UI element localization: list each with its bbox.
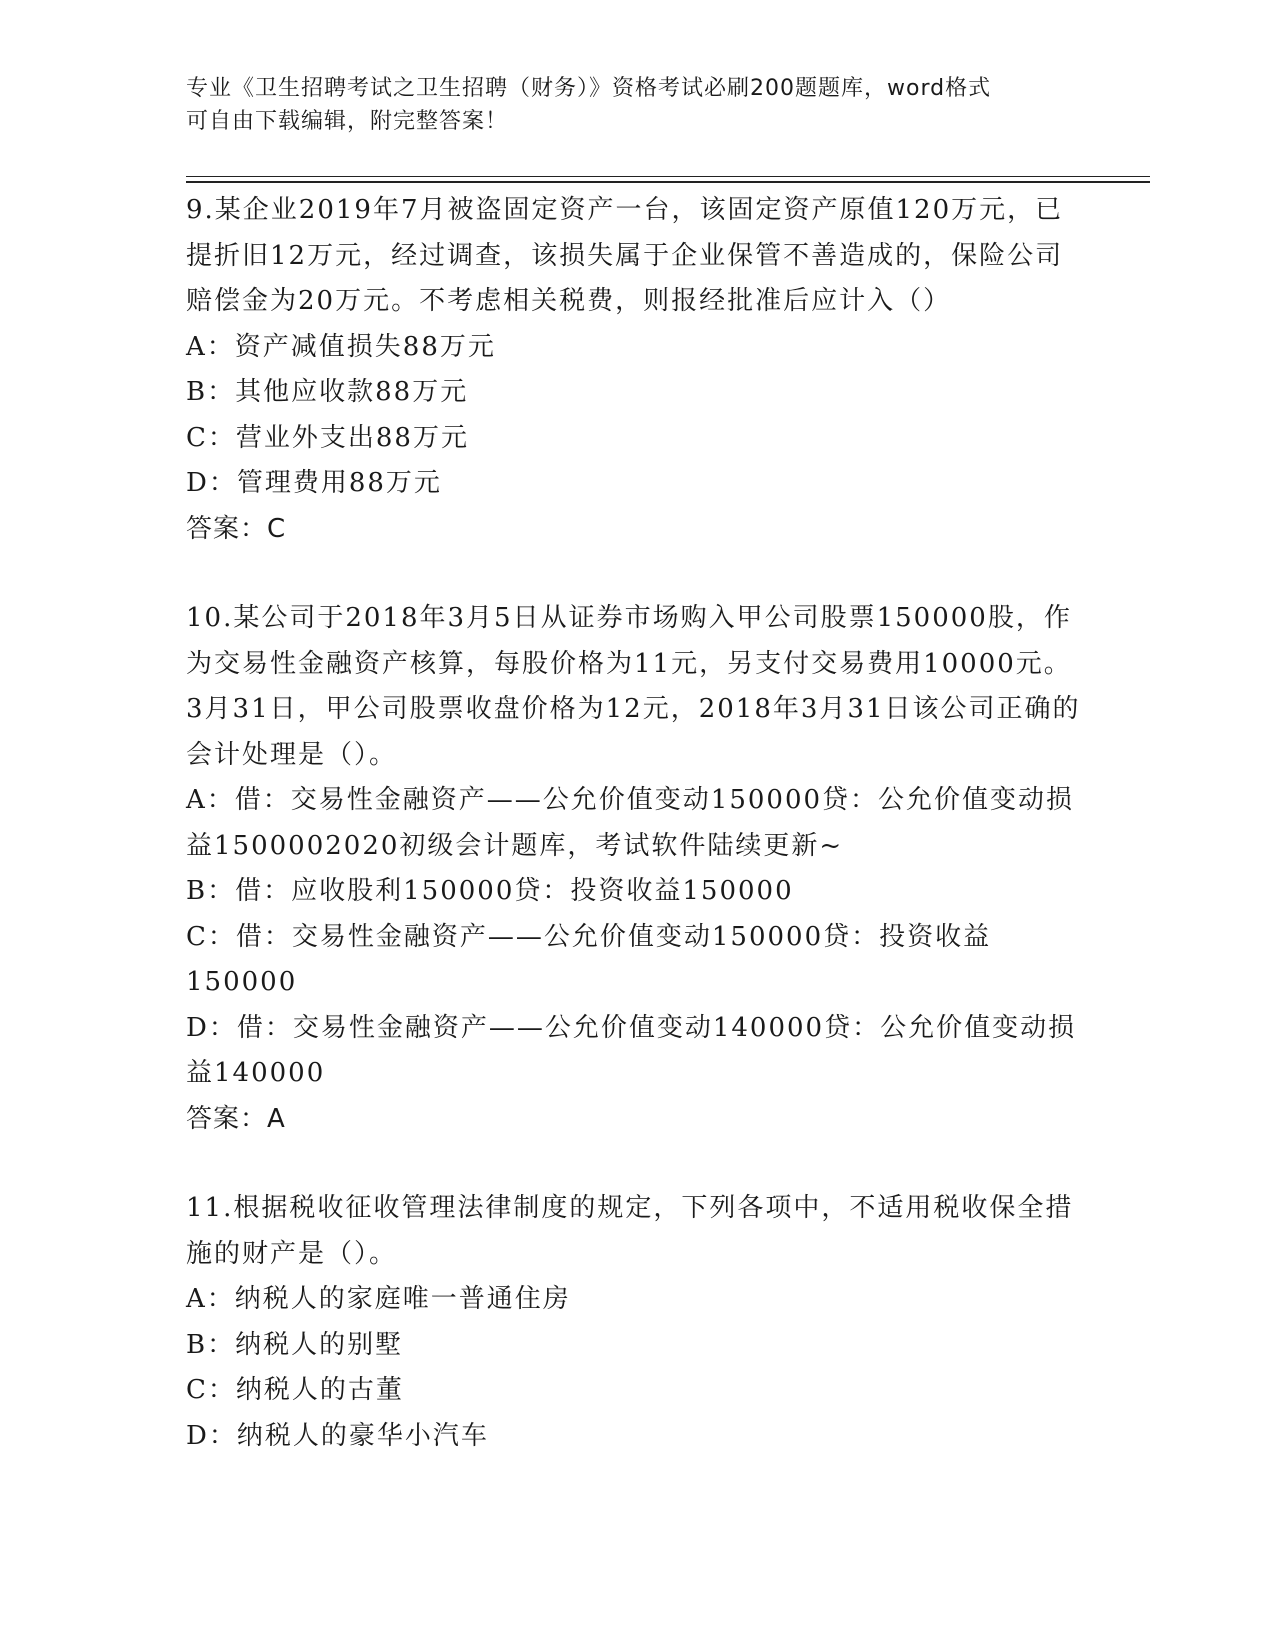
option-b: B：借：应收股利150000贷：投资收益150000 <box>186 876 794 906</box>
header-title-line2: 可自由下载编辑，附完整答案！ <box>186 109 509 134</box>
option-a: A：资产减值损失88万元 <box>186 331 496 362</box>
header-divider-thick <box>186 181 1150 183</box>
question-stem: 10.某公司于2018年3月5日从证券市场购入甲公司股票150000股，作为交易性金融资产核算，每股价格为11元，另支付交易费用10000元。3月31日，甲公司股票收盘价格为12元，2018年3月31日该公司正确的会计处理是（）。 <box>186 603 1081 770</box>
option-c: C：纳税人的古董 <box>186 1375 404 1405</box>
option-d: D：借：交易性金融资产——公允价值变动140000贷：公允价值变动损益140000 <box>186 1012 1077 1088</box>
answer-line: 答案：C <box>186 513 287 544</box>
option-a: A：借：交易性金融资产——公允价值变动150000贷：公允价值变动损益1500002020初级会计题库，考试软件陆续更新~ <box>186 785 1075 861</box>
option-d: D：管理费用88万元 <box>186 468 442 498</box>
question-11 <box>186 1186 1086 1459</box>
option-d: D：纳税人的豪华小汽车 <box>186 1420 489 1451</box>
question-stem: 9.某企业2019年7月被盗固定资产一台，该固定资产原值120万元，已提折旧12万元，经过调查，该损失属于企业保管不善造成的，保险公司赔偿金为20万元。不考虑相关税费，则报经批准后应计入（） <box>186 195 1064 316</box>
option-b: B：其他应收款88万元 <box>186 377 469 407</box>
question-list <box>186 188 1086 1459</box>
question-stem: 11.根据税收征收管理法律制度的规定，下列各项中，不适用税收保全措施的财产是（）。 <box>186 1193 1074 1269</box>
answer-line: 答案：A <box>186 1103 286 1134</box>
header-title-line1: 专业《卫生招聘考试之卫生招聘（财务）》资格考试必刷200题题库，word格式 <box>186 76 992 101</box>
option-b: B：纳税人的别墅 <box>186 1329 404 1360</box>
question-10 <box>186 596 1086 1142</box>
option-c: C：借：交易性金融资产——公允价值变动150000贷：投资收益150000 <box>186 921 992 997</box>
document-header <box>186 72 1066 138</box>
option-a: A：纳税人的家庭唯一普通住房 <box>186 1284 571 1314</box>
question-9 <box>186 188 1086 552</box>
option-c: C：营业外支出88万元 <box>186 422 469 453</box>
header-divider-thin <box>186 176 1150 177</box>
